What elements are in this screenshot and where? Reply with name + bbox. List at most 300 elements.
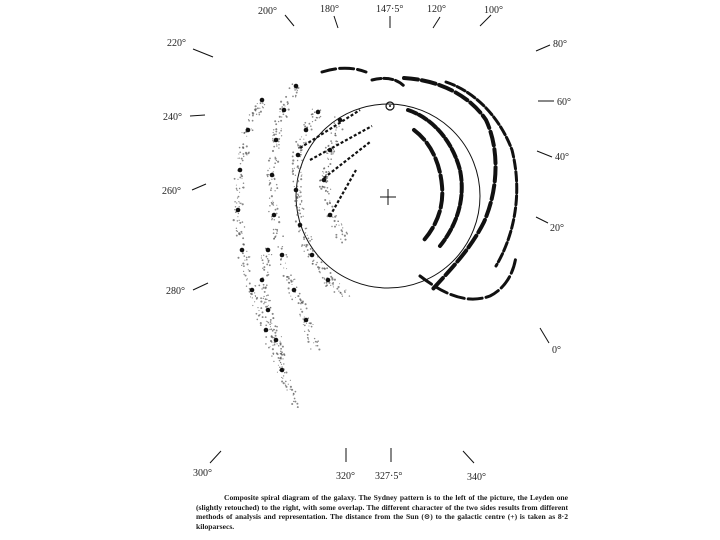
stipple-dot <box>290 296 291 297</box>
stipple-dot <box>263 303 264 304</box>
stipple-dot <box>291 281 293 283</box>
stipple-dot <box>249 283 251 285</box>
stipple-dot <box>300 152 301 153</box>
stipple-dot <box>257 103 258 104</box>
stipple-dot <box>237 257 239 259</box>
stipple-dot <box>286 279 287 280</box>
arm-dot <box>260 98 265 103</box>
stipple-dot <box>327 176 329 178</box>
stipple-dot <box>299 230 300 231</box>
tick-100 <box>480 15 491 26</box>
stipple-dot <box>273 129 274 130</box>
stipple-dot <box>267 176 269 178</box>
stipple-dot <box>313 342 314 343</box>
stipple-dot <box>257 307 258 308</box>
stipple-dot <box>303 124 305 126</box>
stipple-dot <box>300 186 302 188</box>
stipple-dot <box>297 166 299 168</box>
arm-dot <box>310 253 315 258</box>
label-340: 340° <box>467 472 486 483</box>
stipple-dot <box>301 154 302 155</box>
stipple-dot <box>255 295 256 296</box>
stipple-dot <box>256 297 258 299</box>
stipple-dot <box>279 360 281 362</box>
stipple-dot <box>321 261 323 263</box>
stipple-dot <box>245 275 247 277</box>
stipple-dot <box>273 361 274 362</box>
stipple-dot <box>294 401 296 403</box>
stipple-dot <box>304 331 305 332</box>
stipple-dot <box>303 208 305 210</box>
stipple-dot <box>269 168 270 169</box>
stipple-dot <box>307 249 309 251</box>
stipple-dot <box>310 248 312 250</box>
stipple-dot <box>333 286 334 287</box>
stipple-dot <box>338 225 339 226</box>
stipple-dot <box>270 340 272 342</box>
stipple-dot <box>319 117 320 118</box>
stipple-dot <box>349 295 350 296</box>
stipple-dot <box>318 348 320 350</box>
stipple-dot <box>312 121 313 122</box>
leyden-arm-segment <box>322 68 366 72</box>
stipple-dot <box>272 317 274 319</box>
stipple-dot <box>297 193 299 195</box>
arm-dot <box>266 248 271 253</box>
stipple-dot <box>293 393 295 395</box>
stipple-dot <box>298 302 300 304</box>
stipple-dot <box>329 282 331 284</box>
stipple-dot <box>255 105 257 107</box>
stipple-dot <box>295 297 296 298</box>
stipple-dot <box>310 125 312 127</box>
stipple-dot <box>275 209 277 211</box>
stipple-dot <box>237 231 238 232</box>
stipple-dot <box>278 144 279 145</box>
stipple-dot <box>267 272 268 273</box>
stipple-dot <box>278 121 279 122</box>
stipple-dot <box>296 206 298 208</box>
stipple-dot <box>312 324 313 325</box>
stipple-dot <box>266 263 268 265</box>
stipple-dot <box>274 344 276 346</box>
stipple-dot <box>328 171 330 173</box>
stipple-dot <box>341 242 343 244</box>
stipple-dot <box>264 291 266 293</box>
stipple-dot <box>300 315 301 316</box>
tick-80 <box>536 45 550 51</box>
stipple-dot <box>344 235 346 237</box>
arm-dot <box>280 253 285 258</box>
stipple-dot <box>299 190 300 191</box>
stipple-dot <box>246 286 247 287</box>
stipple-dot <box>300 309 301 310</box>
stipple-dot <box>325 147 327 149</box>
stipple-dot <box>294 89 296 91</box>
stipple-dot <box>329 163 331 165</box>
stipple-dot <box>239 188 240 189</box>
stipple-dot <box>295 96 296 97</box>
stipple-dot <box>268 211 269 212</box>
stipple-dot <box>280 264 281 265</box>
stipple-dot <box>271 254 272 255</box>
arm-dot <box>250 288 255 293</box>
stipple-dot <box>280 357 281 358</box>
stipple-dot <box>246 257 248 259</box>
stipple-dot <box>280 358 282 360</box>
stipple-dot <box>242 143 244 145</box>
stipple-dot <box>342 128 344 130</box>
stipple-dot <box>273 146 275 148</box>
stipple-dot <box>312 250 314 252</box>
stipple-dot <box>269 300 270 301</box>
stipple-dot <box>262 263 263 264</box>
label-0: 0° <box>552 345 561 356</box>
stipple-dot <box>279 116 281 118</box>
stipple-dot <box>244 132 246 134</box>
leyden-arm-segment <box>420 256 516 299</box>
stipple-dot <box>312 263 314 265</box>
stipple-dot <box>258 284 260 286</box>
stipple-dot <box>240 231 242 233</box>
label-20: 20° <box>550 223 564 234</box>
stipple-dot <box>293 279 294 280</box>
stipple-dot <box>281 336 282 337</box>
stipple-dot <box>295 391 297 393</box>
stipple-dot <box>283 275 285 277</box>
stipple-dot <box>283 375 284 376</box>
stipple-dot <box>274 162 276 164</box>
stipple-dot <box>251 293 253 295</box>
stipple-dot <box>254 285 255 286</box>
stipple-dot <box>246 154 247 155</box>
longitude-labels <box>162 4 571 483</box>
stipple-dot <box>291 284 292 285</box>
stipple-dot <box>314 112 315 113</box>
stipple-dot <box>263 266 265 268</box>
stipple-dot <box>331 153 333 155</box>
stipple-dot <box>275 123 277 125</box>
stipple-dot <box>266 255 268 257</box>
stipple-dot <box>239 151 241 153</box>
stipple-dot <box>301 136 302 137</box>
stipple-dot <box>271 203 273 205</box>
stipple-dot <box>276 145 278 147</box>
stipple-dot <box>329 200 330 201</box>
stipple-dot <box>319 180 321 182</box>
stipple-dot <box>250 296 251 297</box>
stipple-dot <box>309 240 310 241</box>
stipple-dot <box>263 269 265 271</box>
stipple-dot <box>301 311 303 313</box>
tick-340 <box>463 451 474 463</box>
stipple-dot <box>279 111 280 112</box>
leyden-arm-segment <box>414 130 442 240</box>
stipple-dot <box>276 232 278 234</box>
stipple-dot <box>341 223 342 224</box>
stipple-dot <box>277 230 278 231</box>
arm-dot <box>326 278 331 283</box>
stipple-dot <box>281 128 282 129</box>
stipple-dot <box>266 295 267 296</box>
label-200: 200° <box>258 6 277 17</box>
stipple-dot <box>278 147 279 148</box>
stipple-dot <box>252 115 254 117</box>
stipple-dot <box>325 171 327 173</box>
stipple-dot <box>330 272 332 274</box>
stipple-dot <box>274 236 276 238</box>
stipple-dot <box>304 325 306 327</box>
stipple-dot <box>256 114 257 115</box>
stipple-dot <box>239 202 240 203</box>
stipple-dot <box>267 321 268 322</box>
stipple-dot <box>332 153 333 154</box>
stipple-dot <box>237 190 238 191</box>
stipple-dot <box>267 294 269 296</box>
stipple-dot <box>331 132 332 133</box>
stipple-dot <box>268 254 269 255</box>
stipple-dot <box>279 132 281 134</box>
stipple-dot <box>262 311 264 313</box>
stipple-dot <box>290 386 292 388</box>
stipple-dot <box>276 160 277 161</box>
stipple-dot <box>270 326 271 327</box>
stipple-dot <box>263 107 264 108</box>
stipple-dot <box>296 214 298 216</box>
stipple-dot <box>268 305 269 306</box>
stipple-dot <box>294 200 296 202</box>
stipple-dot <box>270 189 272 191</box>
stipple-dot <box>260 322 262 324</box>
stipple-dot <box>301 201 302 202</box>
stipple-dot <box>233 219 235 221</box>
stipple-dot <box>322 175 323 176</box>
stipple-dot <box>282 377 283 378</box>
stipple-dot <box>301 159 303 161</box>
stipple-dot <box>280 101 282 103</box>
stipple-dot <box>341 294 342 295</box>
stipple-dot <box>271 179 272 180</box>
stipple-dot <box>242 203 244 205</box>
stipple-dot <box>261 255 262 256</box>
stipple-dot <box>292 159 294 161</box>
stipple-dot <box>239 176 241 178</box>
stipple-dot <box>267 170 269 172</box>
stipple-dot <box>252 129 254 131</box>
stipple-dot <box>248 120 250 122</box>
stipple-dot <box>311 239 313 241</box>
stipple-dot <box>338 290 339 291</box>
stipple-dot <box>258 112 260 114</box>
stipple-dot <box>287 104 288 105</box>
stipple-dot <box>315 119 317 121</box>
stipple-dot <box>274 325 276 327</box>
stipple-dot <box>335 135 336 136</box>
stipple-dot <box>286 268 287 269</box>
stipple-dot <box>290 274 292 276</box>
stipple-dot <box>278 216 280 218</box>
stipple-dot <box>325 191 326 192</box>
label-60: 60° <box>557 97 571 108</box>
stipple-dot <box>249 256 250 257</box>
stipple-dot <box>269 198 270 199</box>
stipple-dot <box>308 330 310 332</box>
stipple-dot <box>281 366 282 367</box>
stipple-dot <box>282 235 284 237</box>
stipple-dot <box>317 345 319 347</box>
stipple-dot <box>326 202 328 204</box>
stipple-dot <box>285 254 287 256</box>
stipple-dot <box>298 181 299 182</box>
stipple-dot <box>244 255 246 257</box>
stipple-dot <box>272 150 274 152</box>
stipple-dot <box>269 264 271 266</box>
stipple-dot <box>268 261 270 263</box>
stipple-dot <box>265 302 266 303</box>
stipple-dot <box>246 251 247 252</box>
stipple-dot <box>241 132 242 133</box>
stipple-dot <box>320 188 322 190</box>
stipple-dot <box>329 202 331 204</box>
stipple-dot <box>301 175 302 176</box>
stipple-dot <box>297 90 298 91</box>
stipple-dot <box>260 324 262 326</box>
stipple-dot <box>256 319 258 321</box>
stipple-dot <box>344 292 346 294</box>
stipple-dot <box>260 102 262 104</box>
label-280: 280° <box>166 286 185 297</box>
stipple-dot <box>241 175 243 177</box>
leyden-spiral-arms <box>322 68 517 299</box>
stipple-dot <box>281 351 283 353</box>
stipple-dot <box>268 300 269 301</box>
stipple-dot <box>278 138 280 140</box>
stipple-dot <box>255 110 256 111</box>
stipple-dot <box>301 200 303 202</box>
stipple-dot <box>241 158 243 160</box>
label-120: 120° <box>427 4 446 15</box>
stipple-dot <box>286 389 287 390</box>
stipple-dot <box>292 155 294 157</box>
stipple-dot <box>282 246 283 247</box>
stipple-dot <box>308 325 309 326</box>
stipple-dot <box>280 341 281 342</box>
stipple-dot <box>335 129 336 130</box>
stipple-dot <box>271 195 273 197</box>
stipple-dot <box>315 345 316 346</box>
arm-dot <box>322 178 327 183</box>
stipple-dot <box>265 306 267 308</box>
stipple-dot <box>330 140 332 142</box>
sun-symbol <box>386 102 394 110</box>
stipple-dot <box>292 151 294 153</box>
stipple-dot <box>280 259 282 261</box>
arm-dot <box>304 318 309 323</box>
stipple-dot <box>271 336 273 338</box>
arm-dot <box>280 368 285 373</box>
stipple-dot <box>269 184 271 186</box>
stipple-dot <box>326 180 328 182</box>
stipple-dot <box>245 152 247 154</box>
stipple-dot <box>242 146 244 148</box>
stipple-dot <box>262 259 264 261</box>
stipple-dot <box>276 187 278 189</box>
tick-300 <box>210 451 221 463</box>
stipple-dot <box>276 205 277 206</box>
stipple-dot <box>333 152 334 153</box>
arm-dot <box>282 108 287 113</box>
stipple-dot <box>297 406 299 408</box>
stipple-dot <box>262 268 263 269</box>
stipple-dot <box>294 168 295 169</box>
stipple-dot <box>273 166 275 168</box>
stipple-dot <box>246 136 247 137</box>
stipple-dot <box>296 92 298 94</box>
stipple-dot <box>286 372 288 374</box>
stipple-dot <box>308 256 310 258</box>
stipple-dot <box>304 251 305 252</box>
stipple-dot <box>272 201 273 202</box>
stipple-dot <box>302 302 303 303</box>
stipple-dot <box>270 321 272 323</box>
stipple-dot <box>321 267 323 269</box>
stipple-dot <box>247 278 248 279</box>
label-220: 220° <box>167 38 186 49</box>
stipple-dot <box>341 229 343 231</box>
stipple-dot <box>242 237 244 239</box>
stipple-dot <box>320 116 321 117</box>
stipple-dot <box>301 167 302 168</box>
stipple-dot <box>283 363 284 364</box>
stipple-dot <box>284 105 285 106</box>
stipple-dot <box>242 160 244 162</box>
stipple-dot <box>298 145 299 146</box>
stipple-dot <box>317 340 319 342</box>
stipple-dot <box>234 201 236 203</box>
stipple-dot <box>306 307 308 309</box>
stipple-dot <box>296 186 298 188</box>
stipple-dot <box>281 135 282 136</box>
stipple-dot <box>305 125 306 126</box>
stipple-dot <box>266 274 268 276</box>
stipple-dot <box>292 181 294 183</box>
stipple-dot <box>246 259 248 261</box>
stipple-dot <box>237 220 239 222</box>
stipple-dot <box>310 323 311 324</box>
stipple-dot <box>243 156 244 157</box>
stipple-dot <box>292 83 294 85</box>
stipple-dot <box>265 343 267 345</box>
stipple-dot <box>327 145 329 147</box>
stipple-dot <box>323 267 325 269</box>
stipple-dot <box>270 307 272 309</box>
stipple-dot <box>269 158 271 160</box>
stipple-dot <box>312 109 313 110</box>
stipple-dot <box>294 398 296 400</box>
stipple-dot <box>264 104 265 105</box>
stipple-dot <box>234 209 235 210</box>
stipple-dot <box>258 310 259 311</box>
stipple-dot <box>275 128 277 130</box>
stipple-dot <box>268 160 270 162</box>
stipple-dot <box>287 101 289 103</box>
stipple-dot <box>276 352 278 354</box>
stipple-dot <box>336 127 338 129</box>
stipple-dot <box>275 134 277 136</box>
stipple-dot <box>299 213 301 215</box>
stipple-dot <box>272 140 273 141</box>
leyden-arm-segment <box>404 78 496 290</box>
